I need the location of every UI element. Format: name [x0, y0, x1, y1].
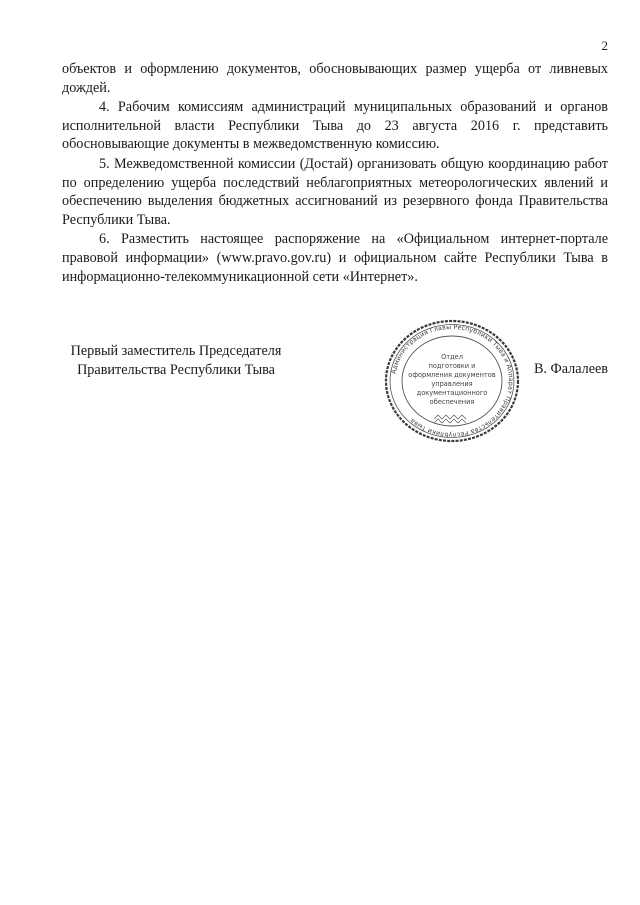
- signer-title-line-2: Правительства Республики Тыва: [77, 361, 275, 378]
- signer-title: [62, 342, 290, 379]
- document-body: [62, 60, 608, 287]
- official-seal-icon: [382, 319, 522, 444]
- signature-block: [62, 323, 608, 452]
- paragraph-item-4: 4. Рабочим комиссиям администраций муниципальных образований и органов исполнительной власти Республики Тыва до 23 августа 2016 г. представить обосновывающие документы в межведомственную комиссию.: [62, 99, 608, 153]
- stamp-line-5: документационного: [416, 389, 488, 397]
- stamp-line-3: оформления документов: [408, 371, 496, 379]
- signer-title-line-1: Первый заместитель Председателя: [70, 343, 282, 359]
- page-number: 2: [601, 38, 608, 53]
- stamp-line-1: Отдел: [441, 353, 463, 361]
- stamp-ring-text: Администрация Главы Республики Тыва и Аппарат Правительства Республики Тыва: [390, 323, 515, 439]
- stamp-line-6: обеспечения: [429, 398, 475, 406]
- paragraph-item-6: 6. Разместить настоящее распоряжение на «Официальном интернет-портале правовой информации» (www.pravo.gov.ru) и официальном сайте Республики Тыва в информационно-телекоммуникационной сети «Интернет».: [62, 231, 608, 285]
- paragraph-item-5: 5. Межведомственной комиссии (Достай) организовать общую координацию работ по определению ущерба последствий неблагоприятных метеорологических явлений и обеспечению выделения бюджетных ассигнований из резервного фонда Правительства Республики Тыва.: [62, 155, 608, 228]
- stamp-line-4: управления: [431, 380, 473, 388]
- signer-name: В. Фалалеев: [533, 361, 608, 377]
- stamp-line-2: подготовки и: [428, 362, 476, 370]
- paragraph-continuation: объектов и оформлению документов, обосновывающих размер ущерба от ливневых дождей.: [62, 61, 608, 96]
